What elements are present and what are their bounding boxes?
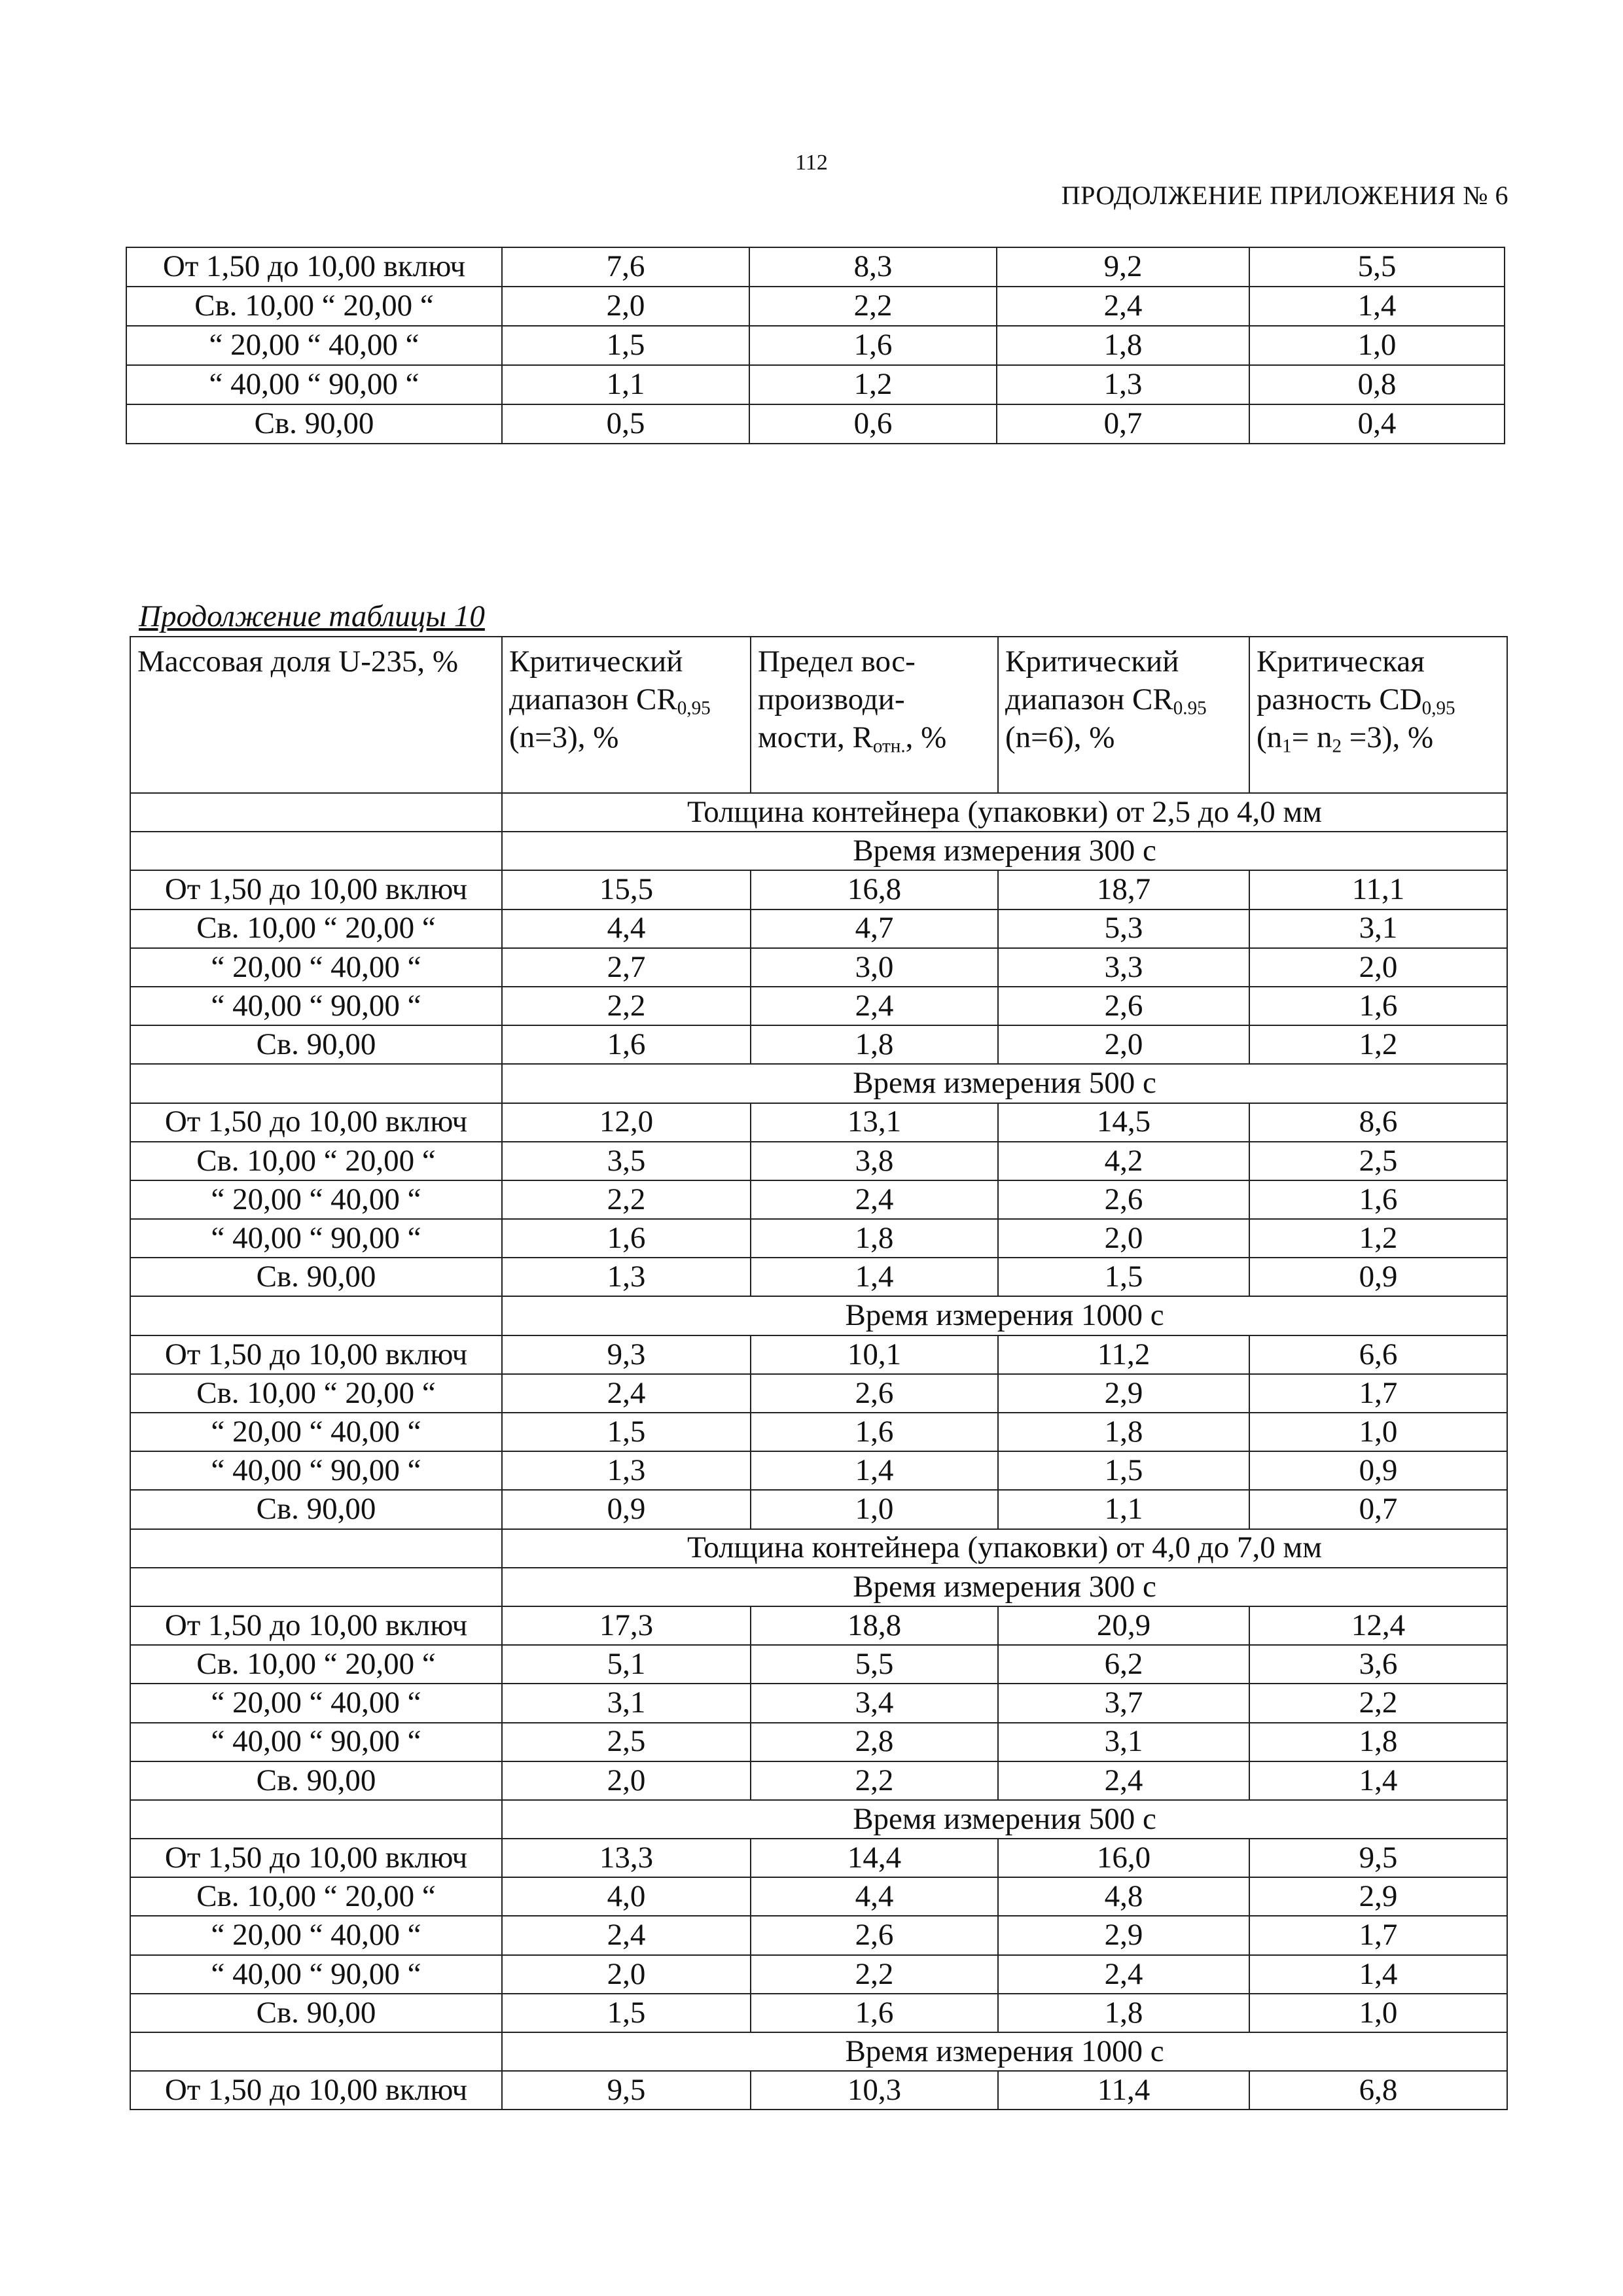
section-row [130,1800,1507,1839]
table-cell: 3,0 [751,948,998,987]
section-row [130,1529,1507,1568]
table-cell: 1,8 [1249,1723,1507,1761]
table-cell: 2,2 [751,1761,998,1800]
table-row [126,404,1505,444]
table-10-continuation [130,636,1508,2110]
table-cell: 2,5 [502,1723,751,1761]
table-cell: 0,7 [1249,1490,1507,1528]
table-cell: 1,5 [502,326,749,365]
empty-cell [130,1800,502,1839]
table-cell: 1,5 [502,1994,751,2032]
header-critical-range-n6: Критический диапазон $CR_{0.95}$ (n=6), % [998,637,1249,793]
table-cell: 1,4 [1249,1761,1507,1800]
table-cell: 14,5 [998,1103,1249,1142]
table-cell: 0,7 [997,404,1249,444]
table-cell: 10,3 [751,2071,998,2110]
header-critical-range-n3: Критический диапазон $CR_{0,95}$ (n=3), % [502,637,751,793]
table-cell: 2,8 [751,1723,998,1761]
table-cell: 2,9 [998,1916,1249,1954]
table-row [130,1877,1507,1916]
section-row [130,1296,1507,1335]
table-cell: 0,9 [1249,1451,1507,1490]
table-cell: 1,2 [1249,1025,1507,1064]
table-row [130,1025,1507,1064]
section-heading: Время измерения 500 с [502,1064,1507,1103]
table-cell: 6,2 [998,1645,1249,1684]
table-cell: 1,6 [1249,987,1507,1025]
header-mass-fraction: Массовая доля U-235, % [130,637,502,793]
table-cell: 0,6 [749,404,997,444]
table-cell: 1,0 [751,1490,998,1528]
table-row [130,1761,1507,1800]
table-cell: 13,3 [502,1839,751,1877]
table-cell: 3,8 [751,1142,998,1180]
table-cell: 1,6 [1249,1180,1507,1219]
table-cell: 9,5 [1249,1839,1507,1877]
section-row [130,1064,1507,1103]
table-row [130,1335,1507,1374]
table-cell: 15,5 [502,870,751,909]
empty-cell [130,1064,502,1103]
table-cell: 2,0 [502,287,749,326]
header-critical-difference: Критическая разность $CD_{0,95}$ $(n_1= n_2 =3)$, % [1249,637,1507,793]
empty-cell [130,1296,502,1335]
table-cell: 5,5 [1249,247,1505,287]
row-label: “ 20,00 “ 40,00 “ [130,948,502,987]
table-cell: 1,5 [502,1413,751,1451]
row-label: Св. 90,00 [130,1761,502,1800]
table-cell: 1,4 [751,1451,998,1490]
empty-cell [130,2032,502,2071]
section-heading: Время измерения 1000 с [502,2032,1507,2071]
table-cell: 2,4 [998,1955,1249,1994]
table-cell: 7,6 [502,247,749,287]
row-label: Св. 10,00 “ 20,00 “ [130,910,502,948]
continuation-table-top [126,247,1505,444]
table-cell: 17,3 [502,1606,751,1645]
table-row [130,1916,1507,1954]
table-cell: 18,7 [998,870,1249,909]
table-cell: 2,2 [502,1180,751,1219]
table-cell: 1,3 [502,1258,751,1296]
table-cell: 0,5 [502,404,749,444]
table-cell: 3,1 [1249,910,1507,948]
table-cell: 5,3 [998,910,1249,948]
row-label: От 1,50 до 10,00 включ [130,1839,502,1877]
table-cell: 4,4 [502,910,751,948]
table-row [130,1219,1507,1258]
row-label: “ 40,00 “ 90,00 “ [130,1955,502,1994]
table-cell: 2,4 [751,1180,998,1219]
table-cell: 2,0 [502,1955,751,1994]
row-label: От 1,50 до 10,00 включ [130,2071,502,2110]
table-cell: 1,3 [997,365,1249,404]
table-row [126,365,1505,404]
table-cell: 2,4 [502,1916,751,1954]
row-label: От 1,50 до 10,00 включ [130,1103,502,1142]
table-cell: 4,8 [998,1877,1249,1916]
table-cell: 2,6 [998,987,1249,1025]
table-cell: 0,4 [1249,404,1505,444]
table-cell: 1,8 [998,1413,1249,1451]
table-row [130,1606,1507,1645]
table-cell: 2,2 [502,987,751,1025]
table-row [130,1142,1507,1180]
table-row [130,1103,1507,1142]
row-label: Св. 10,00 “ 20,00 “ [130,1877,502,1916]
section-heading: Время измерения 300 с [502,832,1507,870]
table-row [130,1180,1507,1219]
table-cell: 16,8 [751,870,998,909]
row-label: “ 20,00 “ 40,00 “ [130,1684,502,1722]
row-label: Св. 90,00 [130,1258,502,1296]
empty-cell [130,1529,502,1568]
row-label: “ 40,00 “ 90,00 “ [126,365,502,404]
row-label: “ 40,00 “ 90,00 “ [130,1219,502,1258]
table-cell: 2,4 [502,1374,751,1413]
table-row [130,987,1507,1025]
table-cell: 5,1 [502,1645,751,1684]
table-cell: 11,1 [1249,870,1507,909]
empty-cell [130,793,502,832]
section-row [130,2032,1507,2071]
table-cell: 4,4 [751,1877,998,1916]
table-cell: 1,0 [1249,326,1505,365]
table-cell: 1,6 [502,1025,751,1064]
table-cell: 3,1 [502,1684,751,1722]
row-label: От 1,50 до 10,00 включ [130,870,502,909]
table-cell: 1,8 [998,1994,1249,2032]
table-cell: 4,0 [502,1877,751,1916]
row-label: Св. 10,00 “ 20,00 “ [126,287,502,326]
table-cell: 1,8 [751,1025,998,1064]
table-cell: 2,7 [502,948,751,987]
table-cell: 4,7 [751,910,998,948]
table-cell: 3,7 [998,1684,1249,1722]
table-cell: 1,6 [751,1413,998,1451]
section-heading: Время измерения 300 с [502,1568,1507,1606]
table-cell: 1,3 [502,1451,751,1490]
table-cell: 1,6 [751,1994,998,2032]
table-row [130,1413,1507,1451]
empty-cell [130,1568,502,1606]
table-cell: 5,5 [751,1645,998,1684]
table-cell: 1,4 [1249,287,1505,326]
table-cell: 3,1 [998,1723,1249,1761]
table-cell: 0,8 [1249,365,1505,404]
row-label: От 1,50 до 10,00 включ [130,1606,502,1645]
table-cell: 2,4 [998,1761,1249,1800]
table-row [130,910,1507,948]
row-label: “ 40,00 “ 90,00 “ [130,1723,502,1761]
table-cell: 2,9 [1249,1877,1507,1916]
table-row [126,247,1505,287]
table-caption: Продолжение таблицы 10 [139,599,485,633]
table-cell: 1,8 [751,1219,998,1258]
row-label: “ 20,00 “ 40,00 “ [130,1916,502,1954]
table-cell: 18,8 [751,1606,998,1645]
table-cell: 2,0 [998,1219,1249,1258]
table-cell: 11,2 [998,1335,1249,1374]
row-label: Св. 90,00 [126,404,502,444]
row-label: Св. 10,00 “ 20,00 “ [130,1645,502,1684]
section-heading: Толщина контейнера (упаковки) от 4,0 до 7,0 мм [502,1529,1507,1568]
table-cell: 9,3 [502,1335,751,1374]
table-cell: 2,2 [751,1955,998,1994]
table-cell: 2,6 [998,1180,1249,1219]
row-label: “ 40,00 “ 90,00 “ [130,987,502,1025]
row-label: Св. 10,00 “ 20,00 “ [130,1142,502,1180]
table-cell: 1,0 [1249,1413,1507,1451]
table-row [130,2071,1507,2110]
table-cell: 4,2 [998,1142,1249,1180]
table-cell: 8,6 [1249,1103,1507,1142]
table-cell: 12,0 [502,1103,751,1142]
empty-cell [130,832,502,870]
table-cell: 1,7 [1249,1374,1507,1413]
table-row [130,1490,1507,1528]
row-label: “ 20,00 “ 40,00 “ [126,326,502,365]
table-row [130,1955,1507,1994]
table-cell: 3,4 [751,1684,998,1722]
section-row [130,1568,1507,1606]
row-label: От 1,50 до 10,00 включ [130,1335,502,1374]
section-heading: Время измерения 500 с [502,1800,1507,1839]
table-row [130,1258,1507,1296]
table-cell: 2,4 [997,287,1249,326]
table-row [130,1684,1507,1722]
section-row [130,832,1507,870]
row-label: “ 40,00 “ 90,00 “ [130,1451,502,1490]
table-cell: 9,2 [997,247,1249,287]
table-row [130,1451,1507,1490]
table-cell: 1,6 [749,326,997,365]
table-cell: 6,6 [1249,1335,1507,1374]
table-cell: 1,7 [1249,1916,1507,1954]
table-cell: 3,5 [502,1142,751,1180]
table-cell: 14,4 [751,1839,998,1877]
table-cell: 20,9 [998,1606,1249,1645]
table-cell: 1,2 [749,365,997,404]
table-cell: 2,9 [998,1374,1249,1413]
table-cell: 13,1 [751,1103,998,1142]
row-label: Св. 90,00 [130,1994,502,2032]
table-cell: 12,4 [1249,1606,1507,1645]
table-cell: 1,1 [502,365,749,404]
table-cell: 6,8 [1249,2071,1507,2110]
row-label: Св. 90,00 [130,1490,502,1528]
table-cell: 1,8 [997,326,1249,365]
table-cell: 0,9 [502,1490,751,1528]
header-row [130,637,1507,793]
row-label: От 1,50 до 10,00 включ [126,247,502,287]
section-heading: Толщина контейнера (упаковки) от 2,5 до 4,0 мм [502,793,1507,832]
table-cell: 1,5 [998,1258,1249,1296]
table-row [130,1374,1507,1413]
section-row [130,793,1507,832]
table-cell: 1,0 [1249,1994,1507,2032]
page-number: 112 [795,150,828,175]
table-cell: 2,0 [502,1761,751,1800]
row-label: Св. 10,00 “ 20,00 “ [130,1374,502,1413]
table-cell: 0,9 [1249,1258,1507,1296]
table-cell: 2,2 [1249,1684,1507,1722]
row-label: Св. 90,00 [130,1025,502,1064]
table-cell: 2,4 [751,987,998,1025]
table-cell: 16,0 [998,1839,1249,1877]
table-row [126,287,1505,326]
table-cell: 2,0 [998,1025,1249,1064]
header-reproducibility-limit: Предел вос-производи-мости, $R_{отн.}$, % [751,637,998,793]
row-label: “ 20,00 “ 40,00 “ [130,1413,502,1451]
table-cell: 3,3 [998,948,1249,987]
table-cell: 1,4 [1249,1955,1507,1994]
table-cell: 2,5 [1249,1142,1507,1180]
table-cell: 1,6 [502,1219,751,1258]
table-cell: 11,4 [998,2071,1249,2110]
table-row [130,948,1507,987]
table-cell: 1,5 [998,1451,1249,1490]
appendix-header: ПРОДОЛЖЕНИЕ ПРИЛОЖЕНИЯ № 6 [1061,181,1508,210]
row-label: “ 20,00 “ 40,00 “ [130,1180,502,1219]
table-cell: 2,2 [749,287,997,326]
table-cell: 3,6 [1249,1645,1507,1684]
table-cell: 9,5 [502,2071,751,2110]
table-cell: 1,1 [998,1490,1249,1528]
table-row [130,870,1507,909]
table-row [130,1723,1507,1761]
table-cell: 8,3 [749,247,997,287]
table-cell: 2,6 [751,1916,998,1954]
table-cell: 2,0 [1249,948,1507,987]
table-row [126,326,1505,365]
table-cell: 2,6 [751,1374,998,1413]
table-row [130,1994,1507,2032]
table-cell: 10,1 [751,1335,998,1374]
table-row [130,1839,1507,1877]
table-cell: 1,2 [1249,1219,1507,1258]
section-heading: Время измерения 1000 с [502,1296,1507,1335]
table-row [130,1645,1507,1684]
table-cell: 1,4 [751,1258,998,1296]
